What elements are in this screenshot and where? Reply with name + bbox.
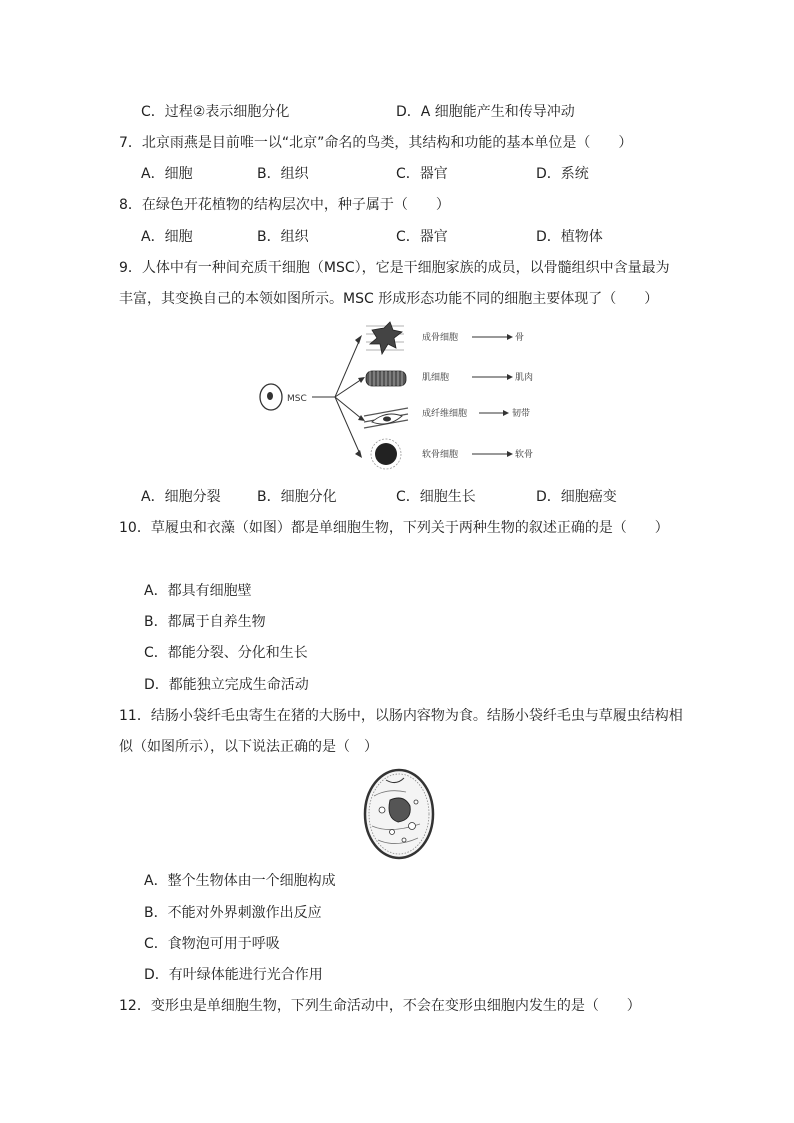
q10-option-d: D．都能独立完成生命活动 bbox=[144, 677, 309, 693]
q7-option-d: D．系统 bbox=[536, 166, 589, 182]
muscle-cell-label: 肌细胞 bbox=[422, 373, 450, 383]
msc-nucleus-icon bbox=[267, 392, 273, 400]
q9-option-c: C．细胞生长 bbox=[396, 489, 476, 505]
q6-option-d: D．A 细胞能产生和传导冲动 bbox=[396, 104, 575, 120]
q7-option-c: C．器官 bbox=[396, 166, 448, 182]
q9-option-d: D．细胞癌变 bbox=[536, 489, 617, 505]
muscle-cell-icon bbox=[366, 371, 406, 386]
q12-stem: 12．变形虫是单细胞生物，下列生命活动中，不会在变形虫细胞内发生的是（ ） bbox=[119, 998, 641, 1014]
fibroblast-label: 成纤维细胞 bbox=[422, 409, 468, 419]
chondrocyte-label: 软骨细胞 bbox=[422, 450, 459, 460]
branch-arrows bbox=[312, 339, 362, 454]
q10-option-a: A．都具有细胞壁 bbox=[144, 583, 252, 599]
msc-label: MSC bbox=[287, 394, 307, 404]
macronucleus-icon bbox=[389, 798, 410, 822]
osteoblast-label: 成骨细胞 bbox=[422, 333, 459, 343]
ligament-label: 韧带 bbox=[512, 409, 531, 419]
osteoblast-icon bbox=[364, 320, 406, 358]
msc-differentiation-figure bbox=[256, 318, 546, 478]
q11-option-b: B．不能对外界刺激作出反应 bbox=[144, 905, 322, 921]
q11-option-d: D．有叶绿体能进行光合作用 bbox=[144, 967, 323, 983]
q11-stem-line2: 似（如图所示），以下说法正确的是（ ） bbox=[119, 739, 378, 755]
chondrocyte-icon bbox=[371, 439, 401, 469]
q7-stem: 7．北京雨燕是目前唯一以“北京”命名的鸟类，其结构和功能的基本单位是（ ） bbox=[119, 135, 633, 151]
fibroblast-icon bbox=[364, 408, 408, 428]
q9-option-b: B．细胞分化 bbox=[257, 489, 337, 505]
q8-option-b: B．组织 bbox=[257, 229, 309, 245]
q10-option-b: B．都属于自养生物 bbox=[144, 614, 266, 630]
q8-option-d: D．植物体 bbox=[536, 229, 603, 245]
balantidium-figure bbox=[360, 766, 438, 862]
q7-option-b: B．组织 bbox=[257, 166, 309, 182]
q7-option-a: A．细胞 bbox=[141, 166, 193, 182]
q10-option-c: C．都能分裂、分化和生长 bbox=[144, 645, 308, 661]
q11-option-a: A．整个生物体由一个细胞构成 bbox=[144, 873, 336, 889]
q10-stem: 10．草履虫和衣藻（如图）都是单细胞生物，下列关于两种生物的叙述正确的是（ ） bbox=[119, 520, 669, 536]
q8-option-c: C．器官 bbox=[396, 229, 448, 245]
bone-label: 骨 bbox=[515, 333, 525, 343]
q9-stem-line2: 丰富，其变换自己的本领如图所示。MSC 形成形态功能不同的细胞主要体现了（ ） bbox=[119, 291, 659, 307]
q6-option-c: C．过程②表示细胞分化 bbox=[141, 104, 290, 120]
q8-option-a: A．细胞 bbox=[141, 229, 193, 245]
q11-stem-line1: 11．结肠小袋纤毛虫寄生在猪的大肠中，以肠内容物为食。结肠小袋纤毛虫与草履虫结构相 bbox=[119, 708, 683, 724]
cartilage-label: 软骨 bbox=[515, 450, 534, 460]
q8-stem: 8．在绿色开花植物的结构层次中，种子属于（ ） bbox=[119, 197, 450, 213]
q9-stem-line1: 9．人体中有一种间充质干细胞（MSC），它是干细胞家族的成员，以骨髓组织中含量最为 bbox=[119, 260, 670, 276]
q11-option-c: C．食物泡可用于呼吸 bbox=[144, 936, 280, 952]
q9-option-a: A．细胞分裂 bbox=[141, 489, 221, 505]
muscle-label: 肌肉 bbox=[515, 373, 534, 383]
